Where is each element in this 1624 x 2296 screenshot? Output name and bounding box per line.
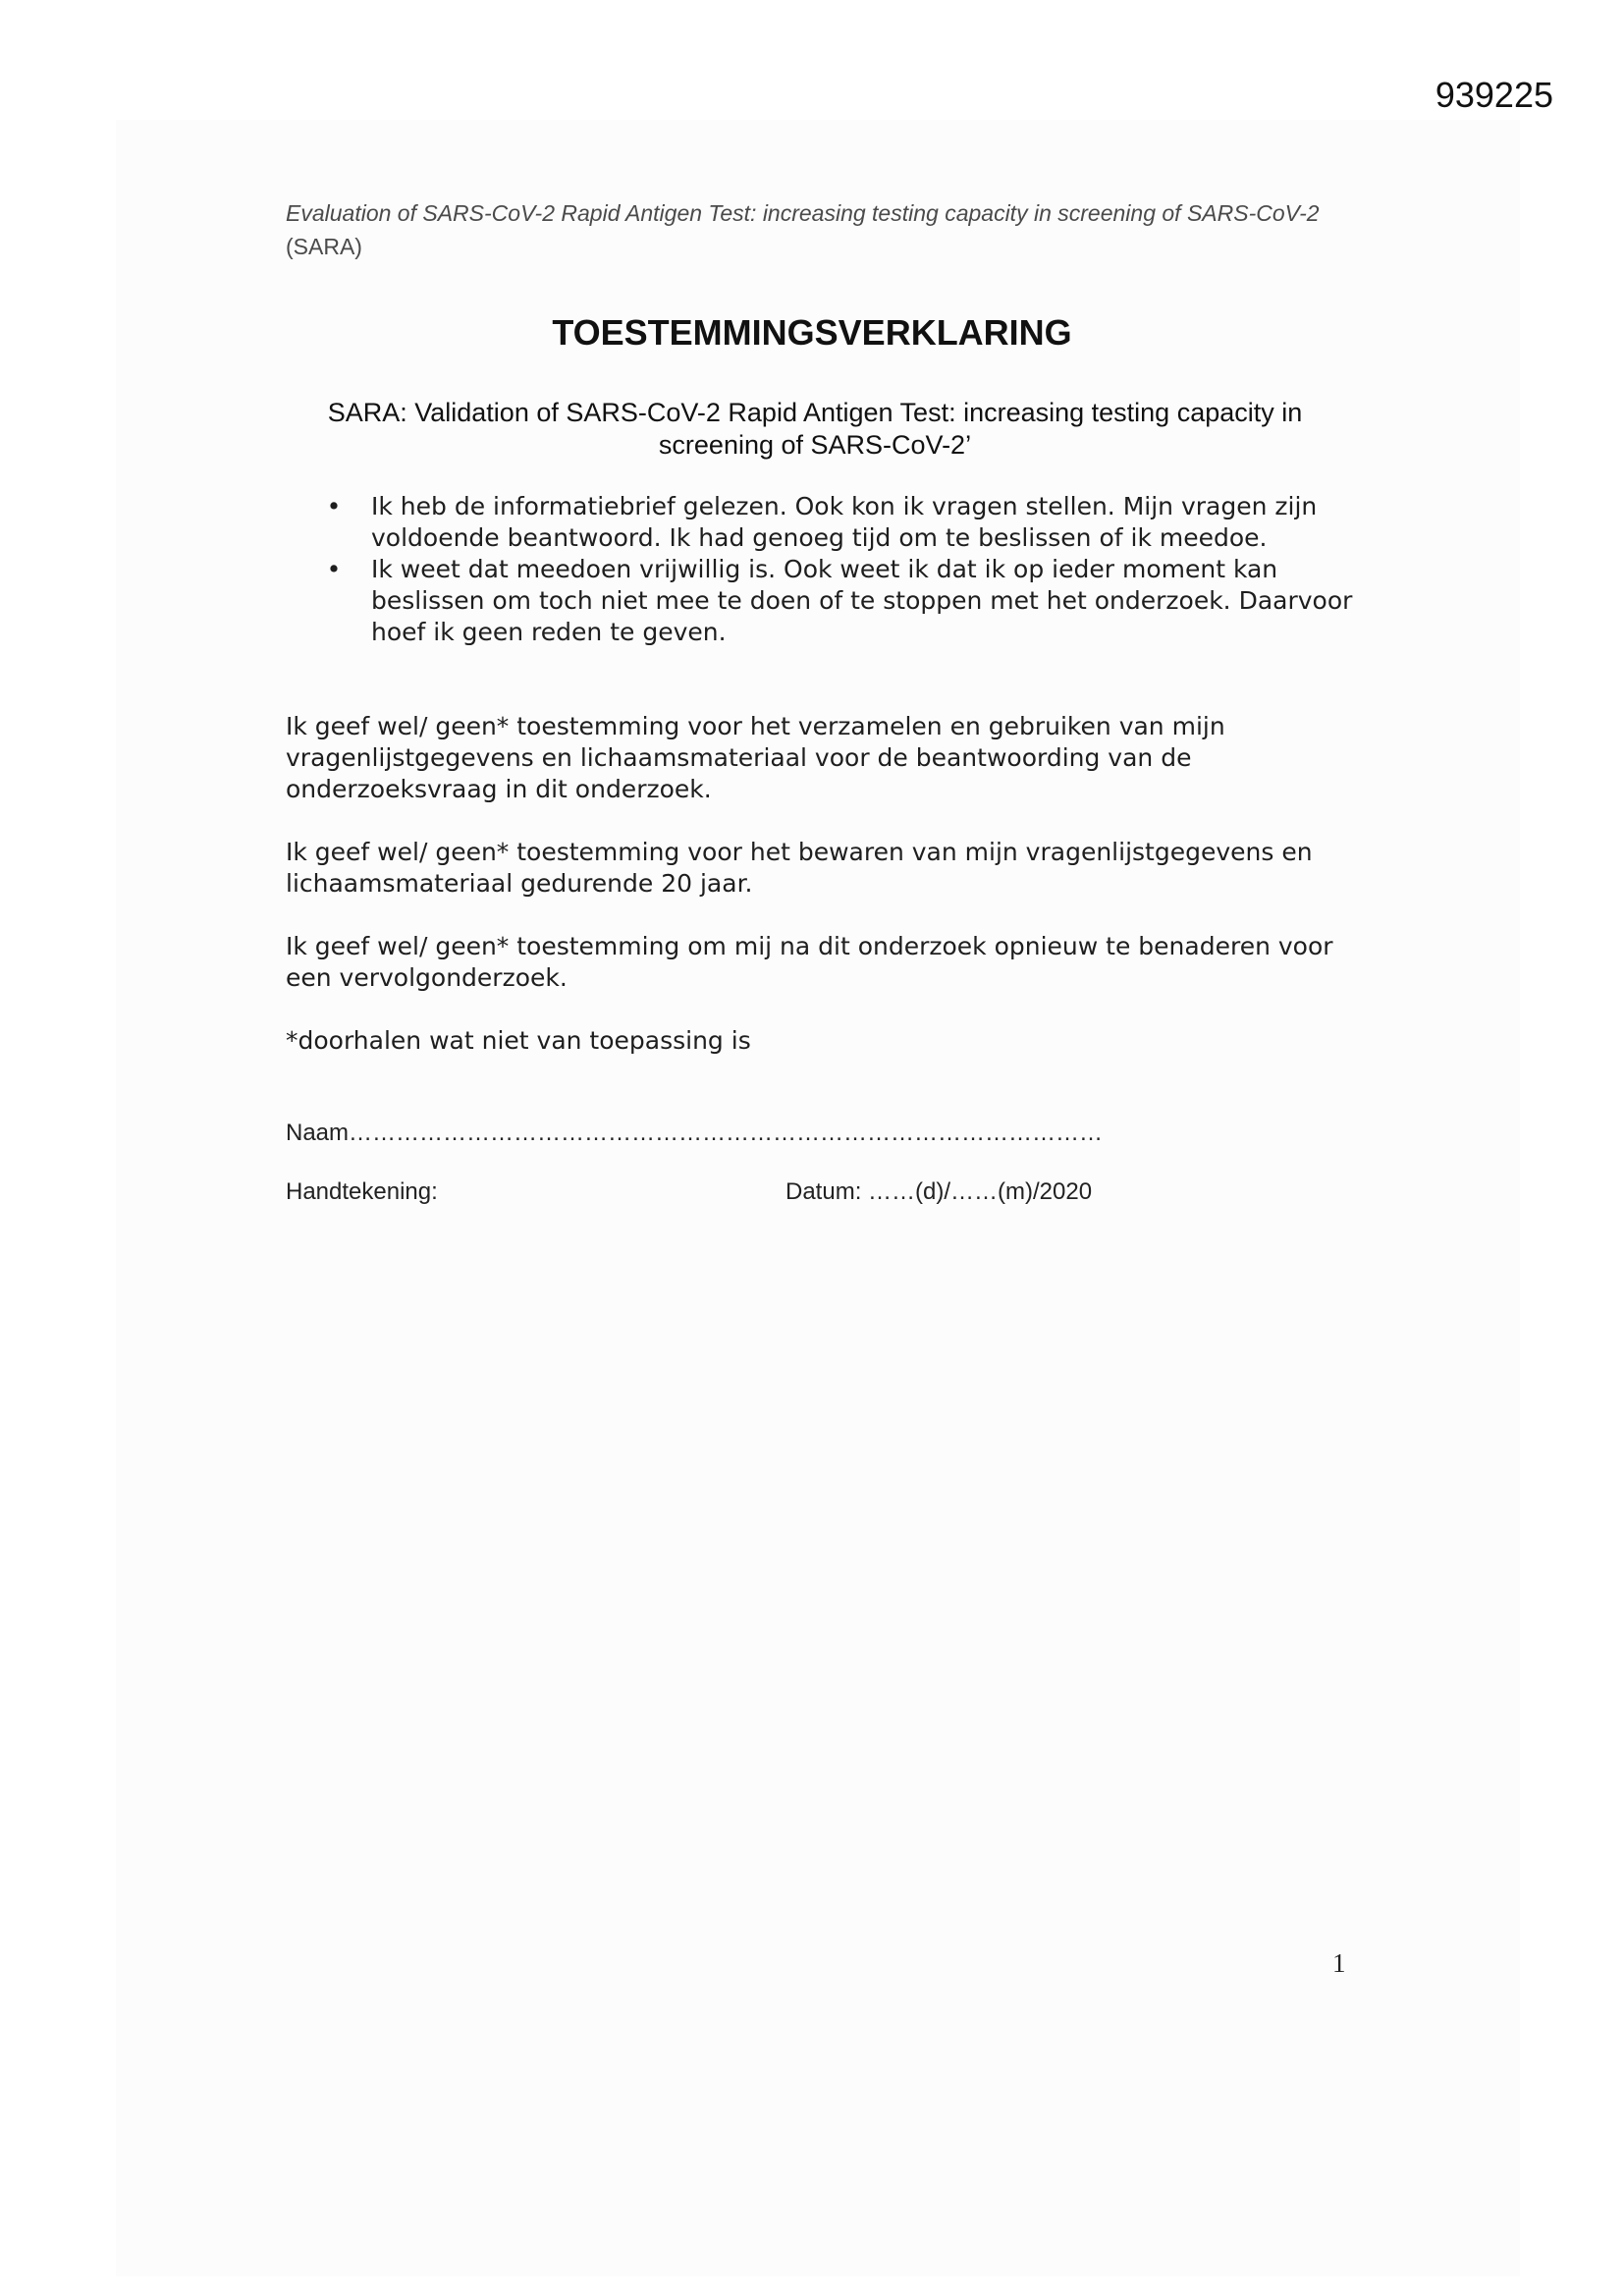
list-item-text: Ik weet dat meedoen vrijwillig is. Ook weet ik dat ik op ieder moment kan beslissen om toch niet mee te doen of te stoppen met het onderzoek. Daarvoor hoef ik geen reden te geven. (371, 555, 1353, 646)
statement-list (324, 491, 1365, 648)
document-id: 939225 (1435, 75, 1553, 115)
list-item (324, 491, 1365, 554)
list-item-text: Ik heb de informatiebrief gelezen. Ook kon ik vragen stellen. Mijn vragen zijn voldoende beantwoord. Ik had genoeg tijd om te beslissen of ik meedoe. (371, 492, 1318, 552)
page-subtitle: SARA: Validation of SARS-CoV-2 Rapid Antigen Test: increasing testing capacity in screening of SARS-CoV-2’ (327, 398, 1303, 460)
consent-statement-storage: Ik geef wel/ geen* toestemming voor het bewaren van mijn vragenlijstgegevens en lichaamsmateriaal gedurende 20 jaar. (286, 838, 1313, 898)
signature-field-label: Handtekening: (286, 1178, 438, 1205)
study-title: Evaluation of SARS-CoV-2 Rapid Antigen Test: increasing testing capacity in screening of SARS-CoV-2 (286, 200, 1320, 226)
name-field-label: Naam…………………………………………………………………………………… (286, 1120, 1104, 1146)
consent-statement-followup: Ik geef wel/ geen* toestemming om mij na dit onderzoek opnieuw te benaderen voor een vervolgonderzoek. (286, 932, 1333, 992)
page-number: 1 (1332, 1948, 1346, 1978)
study-acronym: (SARA) (286, 234, 362, 259)
footnote: *doorhalen wat niet van toepassing is (286, 1026, 751, 1055)
date-field-label: Datum: ……(d)/……(m)/2020 (785, 1178, 1093, 1205)
list-item (324, 554, 1365, 648)
consent-statement-collection: Ik geef wel/ geen* toestemming voor het verzamelen en gebruiken van mijn vragenlijstgegevens en lichaamsmateriaal voor de beantwoording van de onderzoeksvraag in dit onderzoek. (286, 712, 1225, 803)
bullet-icon: • (326, 492, 342, 520)
page-title: TOESTEMMINGSVERKLARING (552, 312, 1072, 353)
bullet-icon: • (326, 555, 342, 583)
study-header (286, 196, 1366, 263)
